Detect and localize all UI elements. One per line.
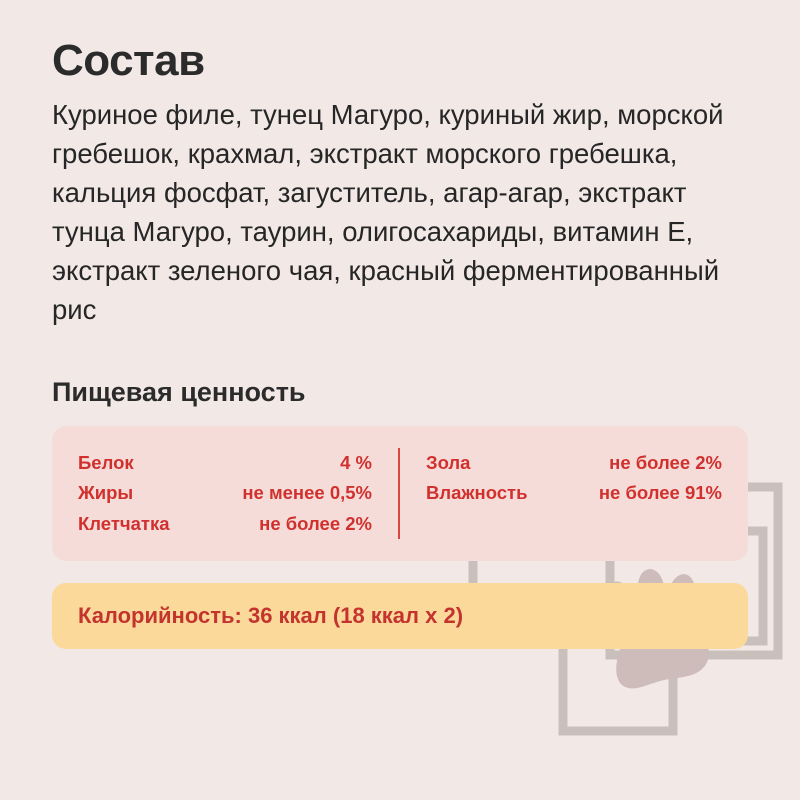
nutrition-label: Клетчатка	[78, 512, 170, 534]
nutrition-row	[78, 448, 372, 479]
calories-banner: Калорийность: 36 ккал (18 ккал х 2)	[52, 583, 748, 649]
nutrition-row	[426, 448, 722, 479]
nutrition-heading: Пищевая ценность	[52, 376, 306, 407]
nutrition-panel	[52, 426, 748, 562]
nutrition-value: не более 2%	[609, 451, 722, 473]
nutrition-value: не менее 0,5%	[242, 482, 372, 504]
nutrition-row	[426, 478, 722, 509]
nutrition-row	[78, 509, 372, 540]
nutrition-label: Жиры	[78, 482, 134, 504]
nutrition-right-column	[400, 448, 748, 540]
nutrition-label: Белок	[78, 451, 134, 473]
nutrition-row	[78, 478, 372, 509]
nutrition-label: Зола	[426, 451, 471, 473]
nutrition-value: не более 91%	[598, 482, 722, 504]
composition-text: Куриное филе, тунец Магуро, куриный жир, морской гребешок, крахмал, экстракт морского гребешка, кальция фосфат, загуститель, агар-агар, экстракт тунца Магуро, таурин, олигосахариды, витамин Е, экстракт зеленого чая, красный ферментированный рис	[52, 98, 724, 325]
nutrition-label: Влажность	[426, 482, 528, 504]
nutrition-value: 4 %	[340, 451, 372, 473]
nutrition-value: не более 2%	[259, 512, 372, 534]
page-title: Состав	[52, 36, 205, 85]
nutrition-left-column	[52, 448, 400, 540]
